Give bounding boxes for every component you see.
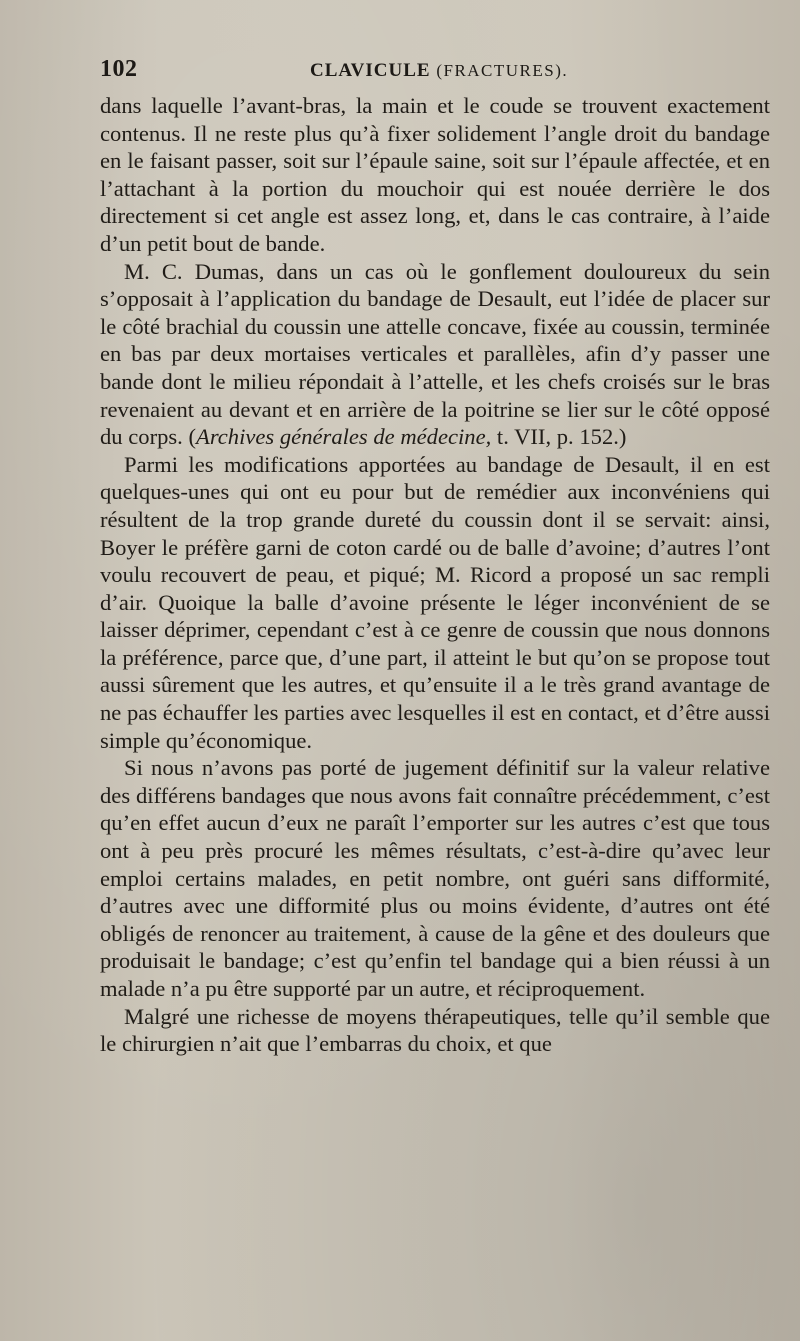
paragraph-3: Parmi les modifications apportées au bandage de Desault, il en est quelques-unes qui ont eu pour but de remédier aux inconvéniens qui résultent de la trop grande dureté du coussin dont il se servait: ainsi, Boyer le préfère garni de coton cardé ou de balle d’avoine; d’autres l’ont voulu recouvert de peau, et piqué; M. Ricord a proposé un sac rempli d’air. Quoique la balle d’avoine présente le léger inconvénient de se laisser déprimer, cependant c’est à ce genre de coussin que nous donnons la préférence, parce que, d’une part, il atteint le but qu’on se propose tout aussi sûrement que les autres, et qu’ensuite il a le très grand avantage de ne pas échauffer les parties avec lesquelles il est en contact, et d’être aussi simple qu’économique. (100, 451, 770, 753)
body-text (100, 92, 770, 1058)
page-number: 102 (100, 56, 138, 82)
paragraph-4: Si nous n’avons pas porté de jugement définitif sur la valeur relative des différens bandages que nous avons fait connaître précédemment, c’est qu’en effet aucun d’eux ne paraît l’emporter sur les autres c’est que tous ont à peu près procuré les mêmes résultats, c’est-à-dire qu’avec leur emploi certains malades, en petit nombre, ont guéri sans difformité, d’autres avec une difformité plus ou moins évidente, d’autres ont été obligés de renoncer au traitement, à cause de la gêne et des douleurs que produisait le bandage; c’est qu’enfin tel bandage qui a bien réussi à un malade n’a pu être supporté par un autre, et réciproquement. (100, 755, 770, 1001)
page-header (100, 56, 770, 90)
paragraph-2 (100, 258, 770, 451)
running-head-title: CLAVICULE (310, 60, 431, 81)
running-head (310, 60, 568, 82)
paragraph-5: Malgré une richesse de moyens thérapeutiques, telle qu’il semble que le chirurgien n’ait que l’embarras du choix, et que (100, 1003, 770, 1057)
citation-title: Archives générales de médecine, (196, 424, 492, 450)
running-head-subtitle: (FRACTURES). (436, 61, 569, 80)
paragraph-2-text: M. C. Dumas, dans un cas où le gonflement douloureux du sein s’opposait à l’application du bandage de Desault, eut l’idée de placer sur le côté brachial du coussin une attelle concave, fixée au coussin, terminée en bas par deux mortaises verticales et parallèles, afin d’y passer une bande dont le milieu répondait à l’attelle, et les chefs croisés sur le bras revenaient au devant et en arrière de la poitrine se lier sur le côté opposé du corps. ( (100, 258, 770, 450)
citation-reference: t. VII, p. 152.) (491, 424, 627, 450)
paragraph-1: dans laquelle l’avant-bras, la main et le coude se trouvent exactement contenus. Il ne reste plus qu’à fixer solidement l’angle droit du bandage en le faisant passer, soit sur l’épaule saine, soit sur l’épaule affectée, et en l’attachant à la portion du mouchoir qui est nouée derrière le dos directement si cet angle est assez long, et, dans le cas contraire, à l’aide d’un petit bout de bande. (100, 93, 770, 256)
